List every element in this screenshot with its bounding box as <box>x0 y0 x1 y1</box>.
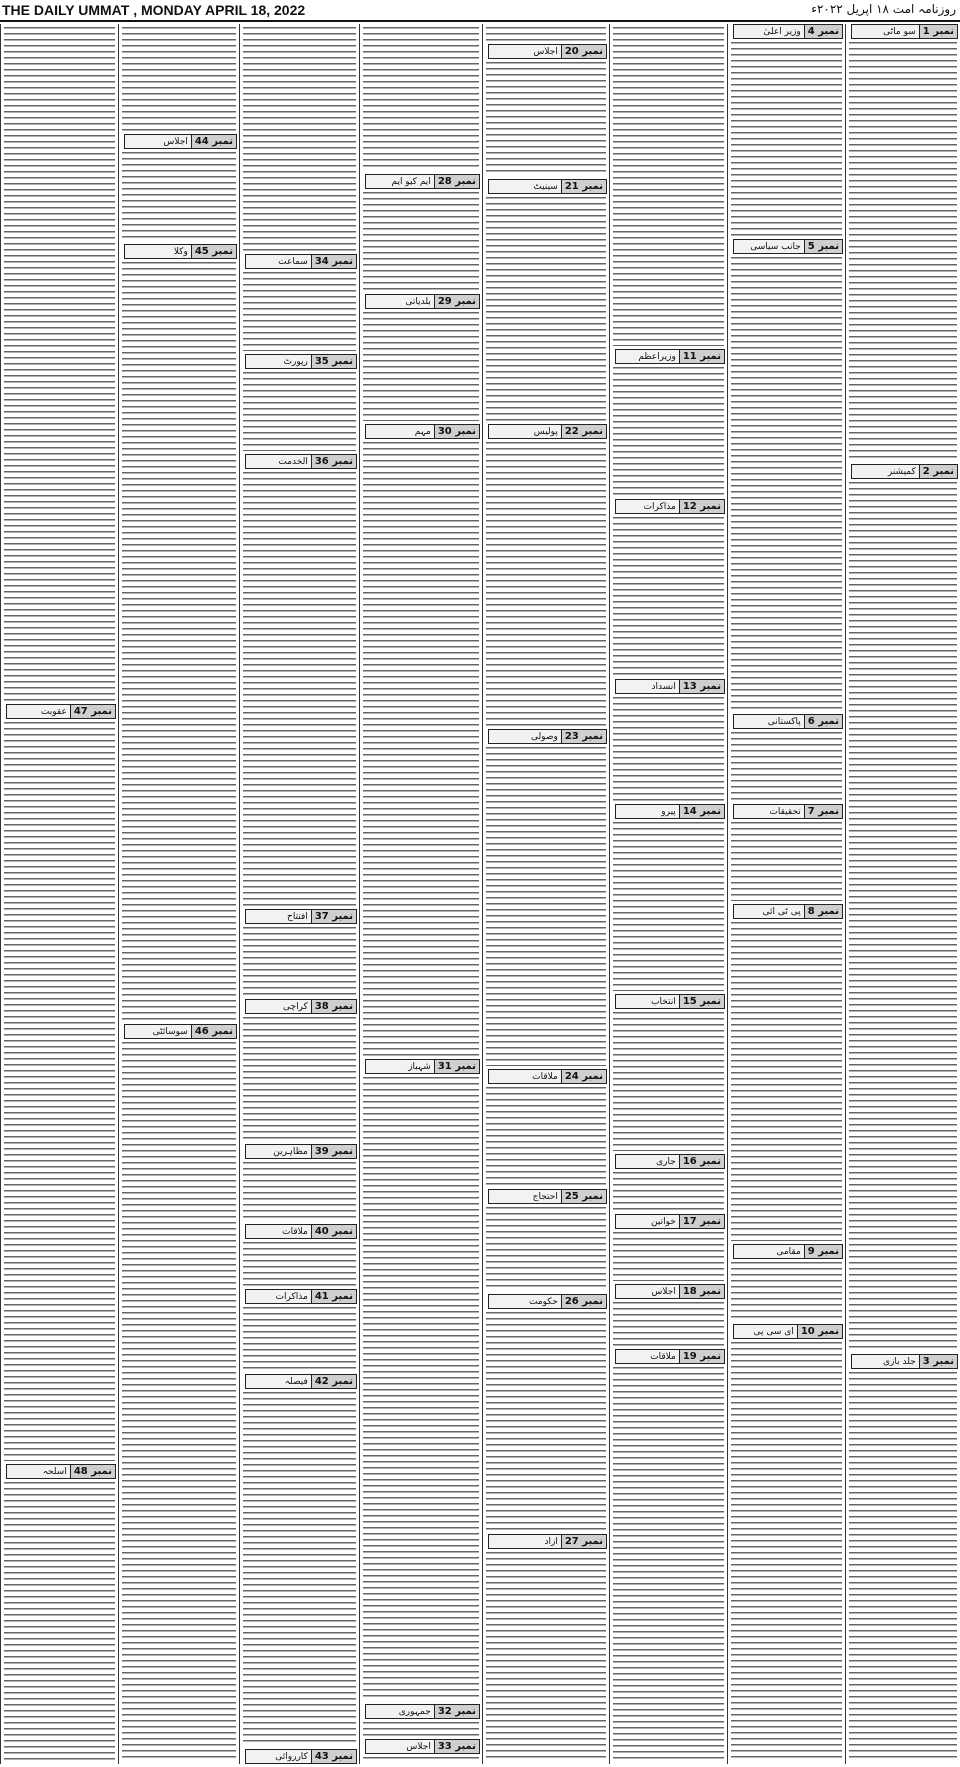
section-title: اجلاس <box>406 1741 431 1752</box>
section-number: نمبر 2 <box>919 465 957 478</box>
section-header <box>488 179 607 194</box>
article-text-block <box>486 1552 606 1761</box>
article-text-block <box>613 1012 724 1151</box>
section-number: نمبر 6 <box>804 715 842 728</box>
article-text-block <box>243 372 356 451</box>
section-number: نمبر 5 <box>804 240 842 253</box>
section-title: عقوبت <box>40 706 67 717</box>
section-header <box>733 804 843 819</box>
article-text-block <box>613 1232 724 1281</box>
section-header <box>245 1144 357 1159</box>
article-text-block <box>486 747 606 1066</box>
section-header <box>851 1354 958 1369</box>
section-header <box>245 354 357 369</box>
section-number: نمبر 19 <box>679 1350 724 1363</box>
section-header <box>615 1349 725 1364</box>
masthead-english-title: THE DAILY UMMAT , MONDAY APRIL 18, 2022 <box>2 2 306 18</box>
section-title: فیصلہ <box>284 1376 308 1387</box>
article-text-block <box>486 27 606 41</box>
section-header <box>245 909 357 924</box>
article-text-block <box>363 1757 479 1761</box>
section-number: نمبر 13 <box>679 680 724 693</box>
section-header <box>124 244 237 259</box>
news-column <box>482 24 609 1764</box>
section-title: جمہوری <box>398 1706 431 1717</box>
article-text-block <box>613 367 724 496</box>
article-text-block <box>243 1162 356 1221</box>
section-title: ایم کیو ایم <box>391 176 431 187</box>
article-text-block <box>613 697 724 801</box>
section-title: اسلحہ <box>42 1466 67 1477</box>
section-header <box>245 999 357 1014</box>
article-text-block <box>731 42 842 236</box>
section-number: نمبر 25 <box>561 1190 606 1203</box>
article-text-block <box>243 272 356 351</box>
section-title: سماعت <box>278 256 308 267</box>
article-text-block <box>243 1392 356 1746</box>
section-number: نمبر 15 <box>679 995 724 1008</box>
section-title: جلد بازی <box>883 1356 916 1367</box>
section-header <box>245 1374 357 1389</box>
section-title: خواتین <box>651 1216 676 1227</box>
section-header <box>488 424 607 439</box>
section-title: اجلاس <box>651 1286 676 1297</box>
section-number: نمبر 44 <box>191 135 236 148</box>
section-number: نمبر 40 <box>311 1225 356 1238</box>
section-number: نمبر 10 <box>797 1325 842 1338</box>
section-header <box>365 424 480 439</box>
article-text-block <box>486 62 606 176</box>
masthead-urdu-title: روزنامہ امت ۱۸ اپریل ۲۰۲۲ء <box>811 2 956 16</box>
section-number: نمبر 9 <box>804 1245 842 1258</box>
article-text-block <box>4 722 115 1461</box>
section-header <box>365 1704 480 1719</box>
section-header <box>733 714 843 729</box>
section-title: تحقیقات <box>769 806 801 817</box>
section-header <box>488 1069 607 1084</box>
section-number: نمبر 23 <box>561 730 606 743</box>
section-title: سوسائٹی <box>152 1026 188 1037</box>
section-number: نمبر 28 <box>434 175 479 188</box>
section-title: ملاقات <box>532 1071 558 1082</box>
section-title: جانب سیاسی <box>750 241 801 252</box>
section-number: نمبر 4 <box>804 25 842 38</box>
section-number: نمبر 41 <box>311 1290 356 1303</box>
section-number: نمبر 47 <box>70 705 115 718</box>
article-text-block <box>243 1242 356 1286</box>
article-text-block <box>243 472 356 906</box>
article-text-block <box>243 27 356 251</box>
article-text-block <box>849 42 957 461</box>
article-text-block <box>363 442 479 1056</box>
section-title: مذاکرات <box>643 501 676 512</box>
section-header <box>733 1244 843 1259</box>
section-title: وصولی <box>530 731 558 742</box>
section-number: نمبر 7 <box>804 805 842 818</box>
section-number: نمبر 1 <box>919 25 957 38</box>
article-text-block <box>122 27 236 131</box>
section-title: ای سی پی <box>753 1326 794 1337</box>
article-text-block <box>613 1172 724 1211</box>
masthead <box>0 0 960 22</box>
section-number: نمبر 34 <box>311 255 356 268</box>
section-title: کمیشنر <box>887 466 916 477</box>
article-text-block <box>363 27 479 171</box>
section-header <box>6 704 116 719</box>
section-header <box>124 134 237 149</box>
section-title: پی ٹی آئی <box>762 906 801 917</box>
section-number: نمبر 31 <box>434 1060 479 1073</box>
section-number: نمبر 17 <box>679 1215 724 1228</box>
section-header <box>488 729 607 744</box>
newspaper-page <box>0 24 960 1764</box>
section-header <box>245 454 357 469</box>
section-header <box>851 464 958 479</box>
section-title: سو ماٹی <box>883 26 916 37</box>
article-text-block <box>363 192 479 291</box>
section-number: نمبر 16 <box>679 1155 724 1168</box>
news-column <box>0 24 118 1764</box>
section-header <box>365 294 480 309</box>
section-number: نمبر 20 <box>561 45 606 58</box>
section-header <box>615 499 725 514</box>
section-number: نمبر 33 <box>434 1740 479 1753</box>
article-text-block <box>363 1722 479 1736</box>
section-header <box>245 1749 357 1764</box>
article-text-block <box>731 1342 842 1761</box>
section-header <box>488 1294 607 1309</box>
section-header <box>733 1324 843 1339</box>
section-header <box>615 1214 725 1229</box>
section-header <box>488 44 607 59</box>
article-text-block <box>243 927 356 996</box>
section-number: نمبر 39 <box>311 1145 356 1158</box>
section-title: احتجاج <box>532 1191 558 1202</box>
section-title: افتتاح <box>287 911 308 922</box>
article-text-block <box>731 257 842 711</box>
section-number: نمبر 36 <box>311 455 356 468</box>
article-text-block <box>243 1307 356 1371</box>
section-header <box>851 24 958 39</box>
article-text-block <box>613 1367 724 1761</box>
article-text-block <box>731 1262 842 1321</box>
section-number: نمبر 32 <box>434 1705 479 1718</box>
section-title: سینیٹ <box>533 181 558 192</box>
section-number: نمبر 22 <box>561 425 606 438</box>
section-header <box>615 1154 725 1169</box>
section-title: ملاقات <box>650 1351 676 1362</box>
article-text-block <box>486 1312 606 1531</box>
section-number: نمبر 42 <box>311 1375 356 1388</box>
section-header <box>6 1464 116 1479</box>
section-title: مقامی <box>776 1246 801 1257</box>
section-number: نمبر 29 <box>434 295 479 308</box>
section-number: نمبر 12 <box>679 500 724 513</box>
section-number: نمبر 21 <box>561 180 606 193</box>
section-header <box>365 1739 480 1754</box>
section-header <box>615 349 725 364</box>
section-header <box>733 24 843 39</box>
section-number: نمبر 30 <box>434 425 479 438</box>
article-text-block <box>122 1042 236 1761</box>
section-title: جاری <box>656 1156 676 1167</box>
section-title: آزاد <box>544 1536 558 1547</box>
section-number: نمبر 46 <box>191 1025 236 1038</box>
section-header <box>733 239 843 254</box>
section-header <box>733 904 843 919</box>
section-header <box>488 1189 607 1204</box>
article-text-block <box>849 1372 957 1761</box>
section-title: اجلاس <box>163 136 188 147</box>
section-title: کراچی <box>283 1001 308 1012</box>
section-number: نمبر 26 <box>561 1295 606 1308</box>
section-title: مہم <box>414 426 431 437</box>
section-title: وکلا <box>173 246 188 257</box>
section-title: رپورٹ <box>283 356 308 367</box>
article-text-block <box>122 262 236 1021</box>
news-column <box>118 24 239 1764</box>
news-column <box>845 24 960 1764</box>
section-title: مذاکرات <box>275 1291 308 1302</box>
section-title: شہباز <box>408 1061 431 1072</box>
article-text-block <box>849 482 957 1351</box>
section-number: نمبر 45 <box>191 245 236 258</box>
section-header <box>488 1534 607 1549</box>
section-number: نمبر 11 <box>679 350 724 363</box>
article-text-block <box>486 197 606 421</box>
section-number: نمبر 43 <box>311 1750 356 1763</box>
section-number: نمبر 38 <box>311 1000 356 1013</box>
article-text-block <box>731 732 842 801</box>
section-header <box>245 1289 357 1304</box>
section-title: بلدیاتی <box>405 296 431 307</box>
section-header <box>124 1024 237 1039</box>
section-number: نمبر 8 <box>804 905 842 918</box>
news-column <box>727 24 845 1764</box>
section-title: اجلاس <box>533 46 558 57</box>
section-title: ملاقات <box>282 1226 308 1237</box>
news-column <box>239 24 359 1764</box>
article-text-block <box>486 1087 606 1186</box>
article-text-block <box>363 312 479 421</box>
article-text-block <box>243 1017 356 1141</box>
article-text-block <box>613 27 724 346</box>
article-text-block <box>486 442 606 726</box>
article-text-block <box>731 922 842 1241</box>
article-text-block <box>613 822 724 991</box>
section-title: کارروائی <box>275 1751 308 1762</box>
section-header <box>245 1224 357 1239</box>
section-title: انتخاب <box>651 996 676 1007</box>
article-text-block <box>122 152 236 241</box>
section-header <box>615 1284 725 1299</box>
article-text-block <box>486 1207 606 1291</box>
section-header <box>365 1059 480 1074</box>
section-title: پاکستانی <box>767 716 801 727</box>
article-text-block <box>363 1077 479 1701</box>
section-title: مظاہرین <box>273 1146 308 1157</box>
section-number: نمبر 48 <box>70 1465 115 1478</box>
section-title: حکومت <box>528 1296 558 1307</box>
section-number: نمبر 27 <box>561 1535 606 1548</box>
article-text-block <box>4 27 115 701</box>
section-number: نمبر 37 <box>311 910 356 923</box>
section-number: نمبر 18 <box>679 1285 724 1298</box>
article-text-block <box>613 517 724 676</box>
section-header <box>615 994 725 1009</box>
section-header <box>615 679 725 694</box>
news-column <box>359 24 482 1764</box>
section-title: الخدمت <box>278 456 308 467</box>
section-title: وزیراعظم <box>638 351 676 362</box>
section-number: نمبر 3 <box>919 1355 957 1368</box>
news-column <box>609 24 727 1764</box>
section-header <box>615 804 725 819</box>
section-title: پولیس <box>533 426 558 437</box>
section-title: پیرو <box>661 806 676 817</box>
section-title: وزیر اعلیٰ <box>763 26 801 37</box>
section-number: نمبر 24 <box>561 1070 606 1083</box>
section-number: نمبر 35 <box>311 355 356 368</box>
section-title: انسداد <box>651 681 676 692</box>
section-header <box>365 174 480 189</box>
article-text-block <box>731 822 842 901</box>
section-header <box>245 254 357 269</box>
section-number: نمبر 14 <box>679 805 724 818</box>
article-text-block <box>613 1302 724 1346</box>
article-text-block <box>4 1482 115 1761</box>
